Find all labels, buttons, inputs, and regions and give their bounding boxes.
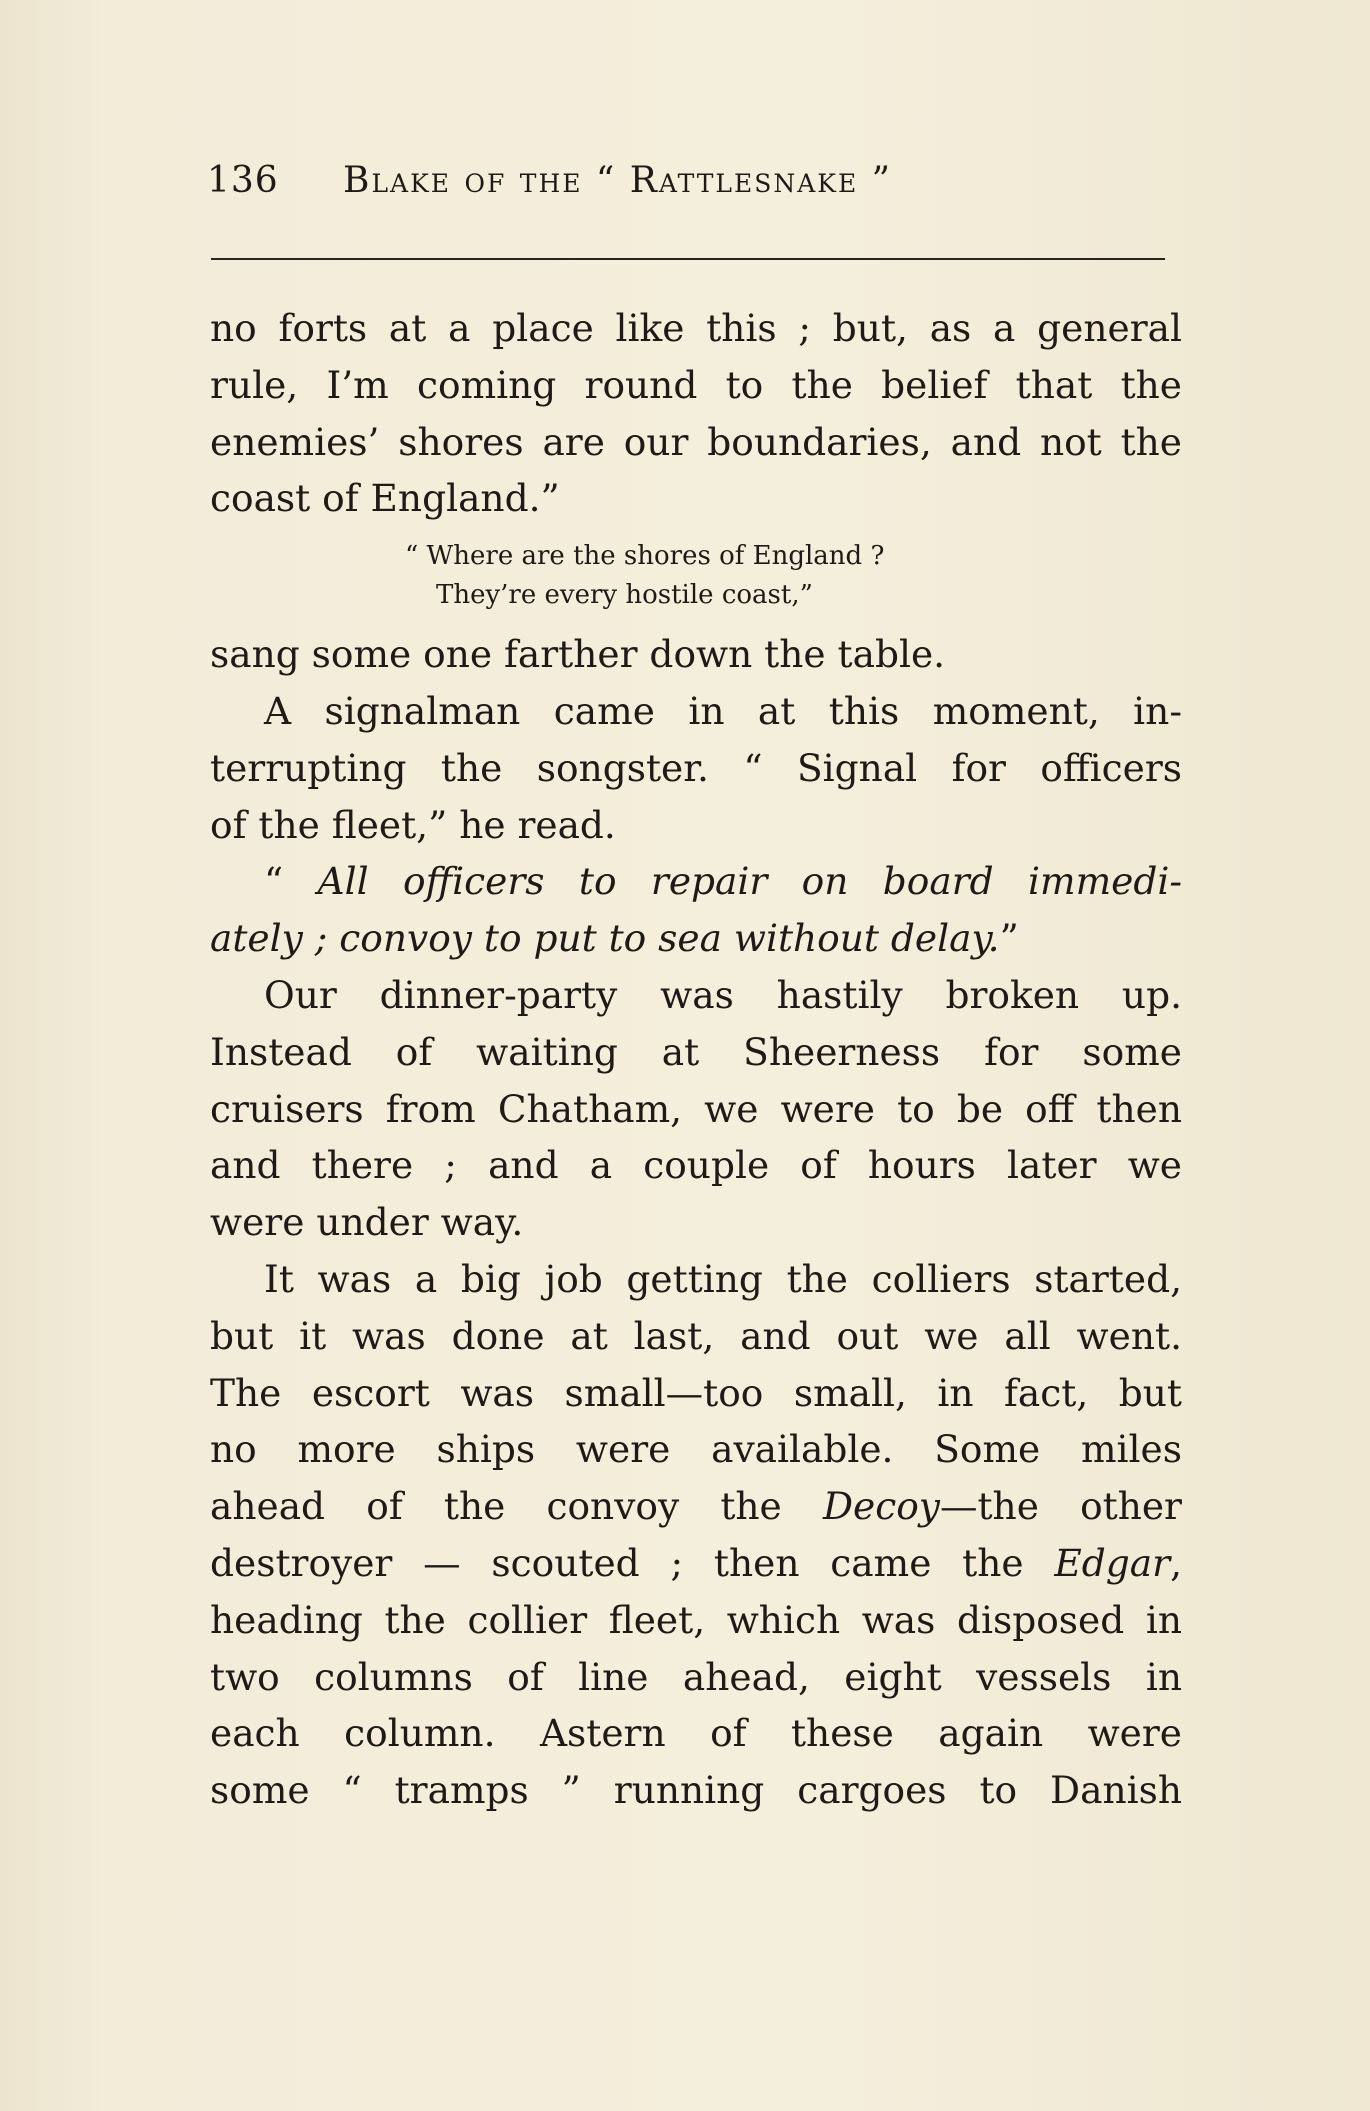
verse-quote (210, 537, 1182, 615)
running-title: Blake of the “ Rattlesnake ” (343, 160, 893, 201)
text-line: but it was done at last, and out we all went. (210, 1313, 1182, 1358)
text-line (210, 1478, 1182, 1535)
text-line: It was a big job getting the colliers started, (264, 1256, 1182, 1301)
ship-name: Edgar (1054, 1540, 1171, 1585)
text-line: The escort was small—too small, in fact, but (210, 1370, 1182, 1415)
text-line: Our dinner-party was hastily broken up. (264, 972, 1182, 1017)
body-text (210, 300, 1182, 1819)
text-line: sang some one farther down the table. (210, 632, 946, 677)
text-line: some “ tramps ” running cargoes to Danish (210, 1768, 1182, 1813)
text-line: were under way. (210, 1200, 524, 1245)
page-number: 136 (207, 160, 279, 201)
text-line: Instead of waiting at Sheerness for some (210, 1029, 1182, 1074)
page-header (207, 160, 1187, 220)
text-line: rule, I’m coming round to the belief that the (210, 362, 1182, 407)
signal-text: ately ; convoy to put to sea without delay. (210, 916, 1000, 961)
text-line: coast of England.” (210, 476, 560, 521)
verse-line: “ Where are the shores of England ? (405, 541, 885, 572)
text-line (210, 853, 1182, 910)
text-line: no more ships were available. Some miles (210, 1427, 1182, 1472)
text-line (210, 910, 1182, 967)
text-line: enemies’ shores are our boundaries, and not the (210, 419, 1182, 464)
text-line: no forts at a place like this ; but, as a general (210, 306, 1182, 350)
text-line: heading the collier fleet, which was disposed in (210, 1597, 1182, 1642)
text-fragment: destroyer — scouted ; then came the (210, 1540, 1055, 1585)
text-line: each column. Astern of these again were (210, 1711, 1182, 1756)
text-line: A signalman came in at this moment, in- (264, 688, 1182, 733)
text-line: and there ; and a couple of hours later we (210, 1143, 1182, 1188)
text-fragment: —the other (939, 1484, 1182, 1529)
text-fragment: ahead of the convoy the (210, 1484, 823, 1529)
text-line (210, 1535, 1182, 1592)
text-line: terrupting the songster. “ Signal for officers (210, 745, 1182, 790)
signal-text: All officers to repair on board immedi- (317, 859, 1182, 904)
text-fragment: , (1170, 1540, 1182, 1585)
ship-name: Decoy (822, 1484, 940, 1529)
quote-mark: ” (999, 916, 1019, 961)
quote-mark: “ (264, 859, 318, 904)
verse-line: They’re every hostile coast,” (436, 580, 813, 611)
text-line: cruisers from Chatham, we were to be off then (210, 1086, 1182, 1131)
text-line: two columns of line ahead, eight vessels in (210, 1654, 1182, 1699)
text-line: of the fleet,” he read. (210, 802, 616, 847)
header-rule (211, 258, 1165, 260)
